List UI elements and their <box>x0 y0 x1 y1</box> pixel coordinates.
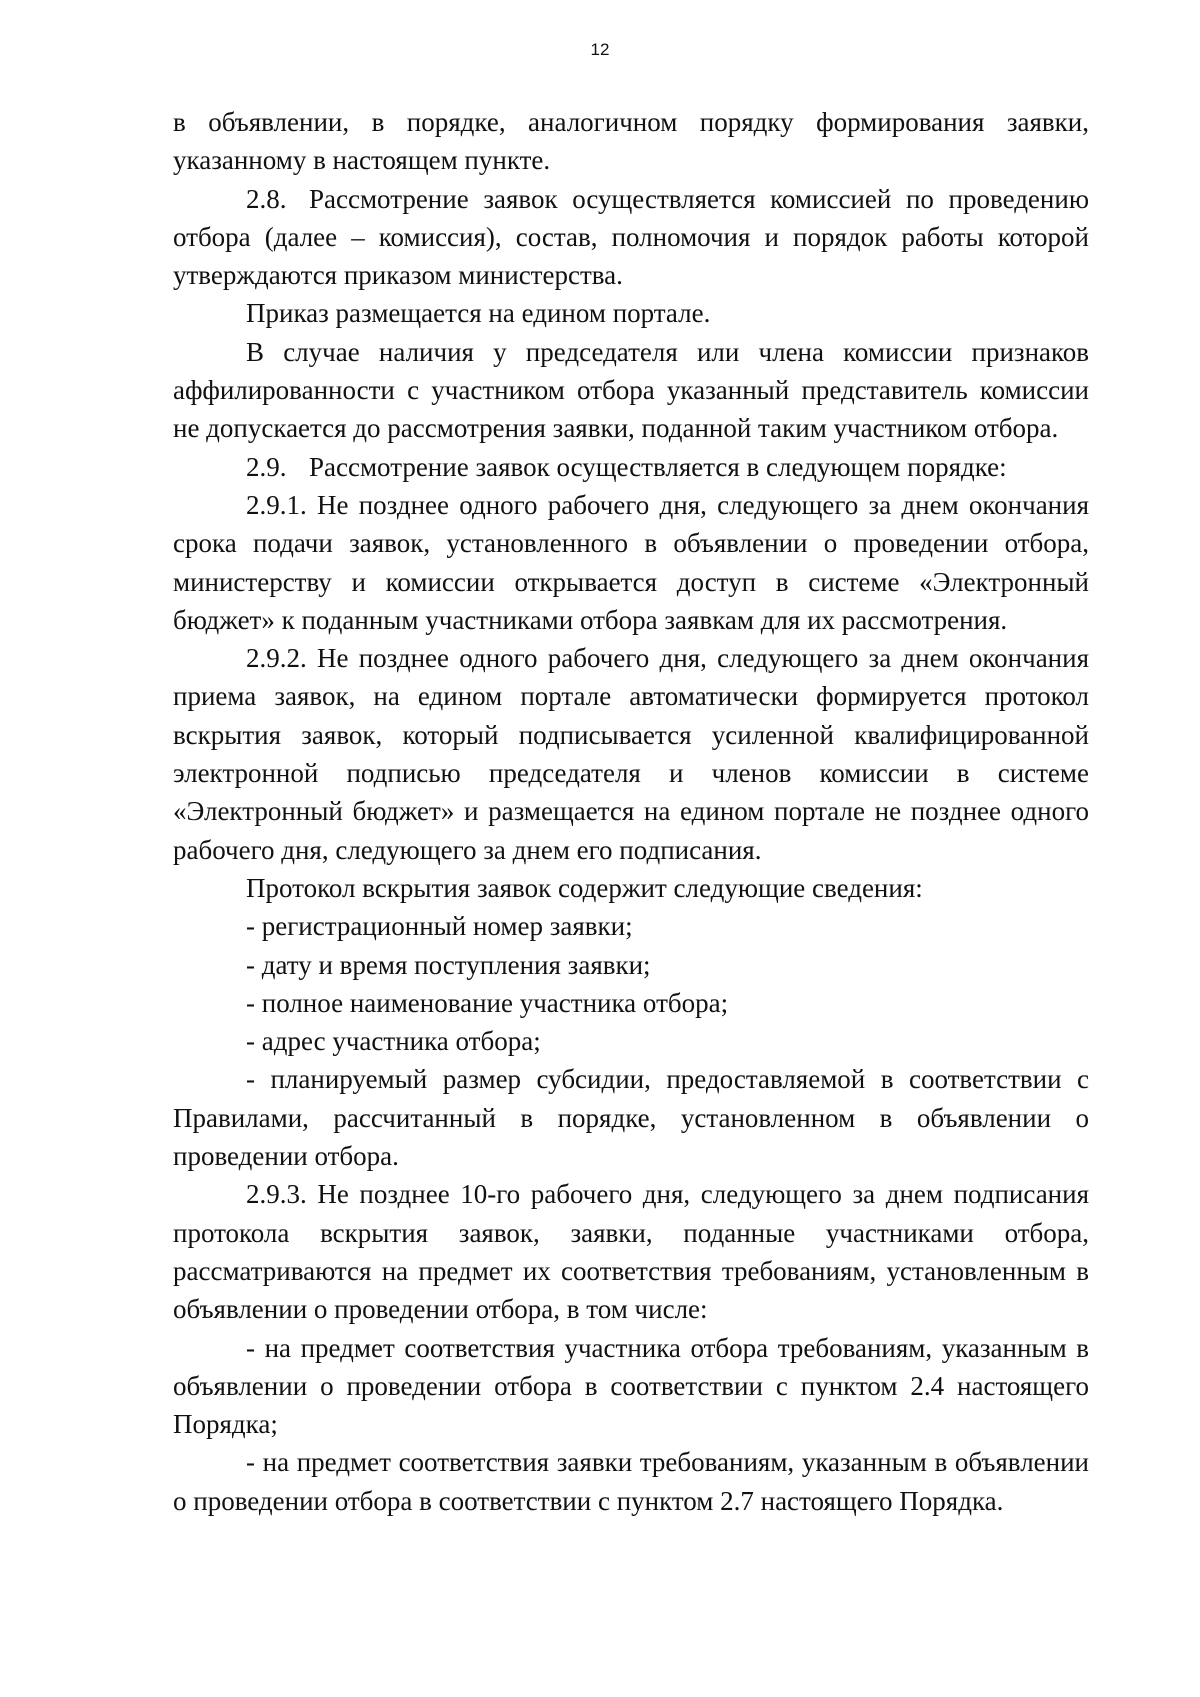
clause-number: 2.9. <box>246 451 287 482</box>
document-body <box>173 103 1089 1520</box>
paragraph-2-9 <box>173 448 1089 486</box>
list-item: - на предмет соответствия участника отбора требованиям, указанным в объявлении о проведении отбора в соответствии с пунктом 2.4 настоящего Порядка; <box>173 1332 1089 1440</box>
paragraph-text: Рассмотрение заявок осуществляется в следующем порядке: <box>309 451 1007 482</box>
paragraph: Приказ размещается на едином портале. <box>246 298 711 329</box>
paragraph: В случае наличия у председателя или члена комиссии признаков аффилированности с участником отбора указанный представитель комиссии не допускается до рассмотрения заявки, поданной таким участником отбора. <box>173 336 1089 444</box>
paragraph-2-9-3: 2.9.3. Не позднее 10-го рабочего дня, следующего за днем подписания протокола вскрытия заявок, заявки, поданные участниками отбора, рассматриваются на предмет их соответствия требованиям, установленным в объявлении о проведении отбора, в том числе: <box>173 1179 1089 1325</box>
list-item: - планируемый размер субсидии, предоставляемой в соответствии с Правилами, рассчитанный в порядке, установленном в объявлении о проведении отбора. <box>173 1064 1089 1172</box>
list-item: - полное наименование участника отбора; <box>246 987 729 1018</box>
list-item: - адрес участника отбора; <box>246 1026 541 1057</box>
clause-number: 2.8. <box>246 183 287 214</box>
list-item: - регистрационный номер заявки; <box>246 911 633 942</box>
page-number: 12 <box>590 40 610 59</box>
paragraph-2-9-2: 2.9.2. Не позднее одного рабочего дня, следующего за днем окончания приема заявок, на едином портале автоматически формируется протокол вскрытия заявок, который подписывается усиленной квалифицированной электронной подписью председателя и членов комиссии в системе «Электронный бюджет» и размещается на едином портале не позднее одного рабочего дня, следующего за днем его подписания. <box>173 643 1089 865</box>
paragraph: Протокол вскрытия заявок содержит следующие сведения: <box>246 872 923 903</box>
paragraph-text: Рассмотрение заявок осуществляется комиссией по проведению отбора (далее – комиссия), состав, полномочия и порядок работы которой утверждаются приказом министерства. <box>173 183 1089 291</box>
paragraph: в объявлении, в порядке, аналогичном порядку формирования заявки, указанному в настоящем пункте. <box>173 107 1089 176</box>
list-item: - на предмет соответствия заявки требованиям, указанным в объявлении о проведении отбора в соответствии с пунктом 2.7 настоящего Порядка. <box>173 1447 1089 1516</box>
list-item: - дату и время поступления заявки; <box>246 949 651 980</box>
paragraph-2-9-1: 2.9.1. Не позднее одного рабочего дня, следующего за днем окончания срока подачи заявок, установленного в объявлении о проведении отбора, министерству и комиссии открывается доступ в системе «Электронный бюджет» к поданным участниками отбора заявкам для их рассмотрения. <box>173 489 1089 635</box>
paragraph-2-8 <box>173 180 1089 295</box>
